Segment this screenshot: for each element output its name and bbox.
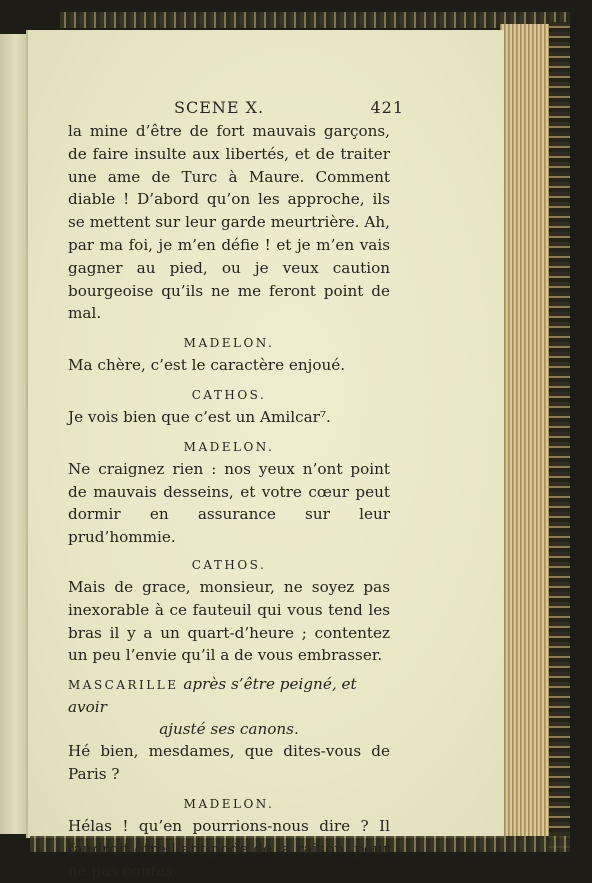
paragraph-4: Ne craignez rien : nos yeux n’ont point de mauvais desseins, et votre cœur peut dormir en assurance sur leur prud’hommie.	[68, 459, 390, 547]
page-block-edges	[500, 24, 549, 836]
paragraph-5: Mais de grace, monsieur, ne soyez pas inexorable à ce fauteuil qui vous tend les bras il y a un quart-d’heure ; contentez un peu l’envie qu’il a de vous embrasser.	[68, 577, 390, 665]
binding-spine-edge	[548, 22, 570, 852]
speaker-mascarille	[68, 673, 390, 740]
paragraph-2: Ma chère, c’est le caractère enjoué.	[68, 356, 346, 375]
paragraph-6: Hé bien, mesdames, que dites-vous de Paris ?	[68, 742, 390, 783]
paragraph-1: la mine d’être de fort mauvais garçons, de faire insulte aux libertés, et de traiter une ame de Turc à Maure. Comment diable ! D’abord qu’on les approche, ils se mettent sur leur garde meurtrière. Ah, par ma foi, je m’en défie ! et je m’en vais gagner au pied, ou je veux caution bourgeoise qu’ils ne me feront point de mal.	[68, 122, 390, 323]
scene-title: SCENE X.	[174, 98, 265, 117]
binding-top-edge	[60, 12, 570, 28]
speaker-madelon-3: MADELON.	[183, 796, 275, 811]
paragraph-7: Hélas ! qu’en pourrions-nous dire ? Il faudroit être l’antipode de la raison, pour ne pas confes-	[68, 816, 390, 881]
speaker-name-mascarille: MASCARILLE	[68, 678, 179, 693]
page-text	[68, 120, 390, 883]
stage-direction-1: après s’être peigné, et avoir	[68, 675, 357, 717]
stage-direction-2: ajusté ses canons.	[159, 720, 299, 739]
speaker-cathos-1: CATHOS.	[191, 387, 267, 402]
speaker-cathos-2: CATHOS.	[191, 557, 267, 572]
running-head	[68, 98, 404, 122]
paragraph-3: Je vois bien que c’est un Amilcar⁷.	[68, 407, 331, 426]
page-number: 421	[370, 98, 404, 117]
speaker-madelon-1: MADELON.	[183, 336, 275, 351]
speaker-madelon-2: MADELON.	[183, 439, 275, 454]
left-page-edge	[0, 34, 27, 834]
